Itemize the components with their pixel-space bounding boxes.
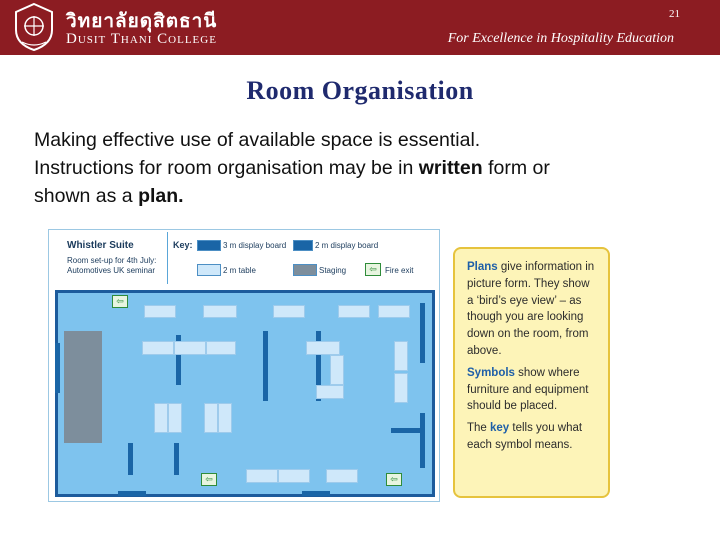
table <box>154 403 168 433</box>
table <box>394 341 408 371</box>
table <box>316 385 344 399</box>
fire-exit-icon: ⇦ <box>112 295 128 308</box>
table <box>206 341 236 355</box>
key-fire-exit-icon: ⇦ <box>365 263 381 276</box>
table <box>203 305 237 318</box>
callout-plans-term: Plans <box>467 261 498 273</box>
table <box>144 305 176 318</box>
table <box>278 469 310 483</box>
floor-plan-image <box>48 229 440 502</box>
body-line-1: Making effective use of available space is essential. <box>34 129 481 151</box>
body-text <box>34 126 694 210</box>
table <box>218 403 232 433</box>
header-band <box>0 0 720 55</box>
table <box>204 403 218 433</box>
display-board <box>263 331 268 401</box>
callout-symbols-term: Symbols <box>467 366 515 379</box>
body-line-3-prefix: shown as a <box>34 185 139 207</box>
plans-explanation-callout <box>453 247 610 498</box>
fire-exit-icon: ⇦ <box>201 473 217 486</box>
key-swatch-staging <box>293 264 317 276</box>
key-swatch-3m-board <box>197 240 221 251</box>
callout-symbols-text: show where furniture and equipment should be placed. <box>467 366 589 413</box>
staging-area <box>64 331 102 443</box>
college-english-name: Dusit Thani College <box>66 31 217 47</box>
key-label: Key: <box>173 240 193 250</box>
plan-header <box>57 232 435 287</box>
table <box>330 355 344 385</box>
college-crest-icon <box>12 2 56 52</box>
display-board <box>118 491 146 496</box>
key-item-staging: Staging <box>319 266 347 275</box>
callout-key-term: key <box>490 422 510 435</box>
slide-number: 21 <box>669 8 680 20</box>
display-board <box>302 491 330 496</box>
display-board <box>420 303 425 363</box>
callout-plans-text: give information in picture form. They show a ‘bird’s eye view’ – as though you are looking down on the room, from above. <box>467 261 595 357</box>
display-board <box>174 443 179 475</box>
key-item-fire-exit: Fire exit <box>385 266 414 275</box>
table <box>174 341 206 355</box>
body-line-2-suffix: form or <box>482 157 550 179</box>
room-floor <box>55 290 435 497</box>
table <box>326 469 358 483</box>
suite-title: Whistler Suite <box>67 240 134 251</box>
suite-info <box>57 232 168 284</box>
table <box>338 305 370 318</box>
table <box>378 305 410 318</box>
callout-symbols-paragraph <box>467 365 598 415</box>
suite-subtitle-line-2: Automotives UK seminar <box>67 266 156 275</box>
body-line-3 <box>34 182 694 210</box>
key-swatch-2m-board <box>293 240 313 251</box>
table <box>306 341 340 355</box>
body-line-2-bold: written <box>418 157 483 179</box>
slide-title: Room Organisation <box>246 76 474 105</box>
display-board <box>391 428 421 433</box>
callout-key-text: tells you what each symbol means. <box>467 422 583 451</box>
college-tagline: For Excellence in Hospitality Education <box>447 31 674 46</box>
body-line-2-prefix: Instructions for room organisation may be in <box>34 157 419 179</box>
table <box>246 469 278 483</box>
key-item-3m-board: 3 m display board <box>223 241 287 250</box>
body-line-2 <box>34 154 694 182</box>
fire-exit-icon: ⇦ <box>386 473 402 486</box>
college-thai-name: วิทยาลัยดุสิตธานี <box>66 10 218 32</box>
callout-plans-paragraph <box>467 259 598 360</box>
key-item-2m-board: 2 m display board <box>315 241 379 250</box>
table <box>273 305 305 318</box>
callout-key-prefix: The <box>467 422 491 435</box>
table <box>394 373 408 403</box>
display-board <box>128 443 133 475</box>
suite-subtitle-line-1: Room set-up for 4th July: <box>67 256 157 265</box>
suite-subtitle <box>67 256 167 276</box>
display-board <box>55 343 60 393</box>
table <box>168 403 182 433</box>
display-board <box>420 413 425 468</box>
callout-key-paragraph <box>467 420 598 454</box>
key-item-2m-table: 2 m table <box>223 266 256 275</box>
table <box>142 341 174 355</box>
key-swatch-2m-table <box>197 264 221 276</box>
body-line-3-bold: plan. <box>138 185 184 207</box>
